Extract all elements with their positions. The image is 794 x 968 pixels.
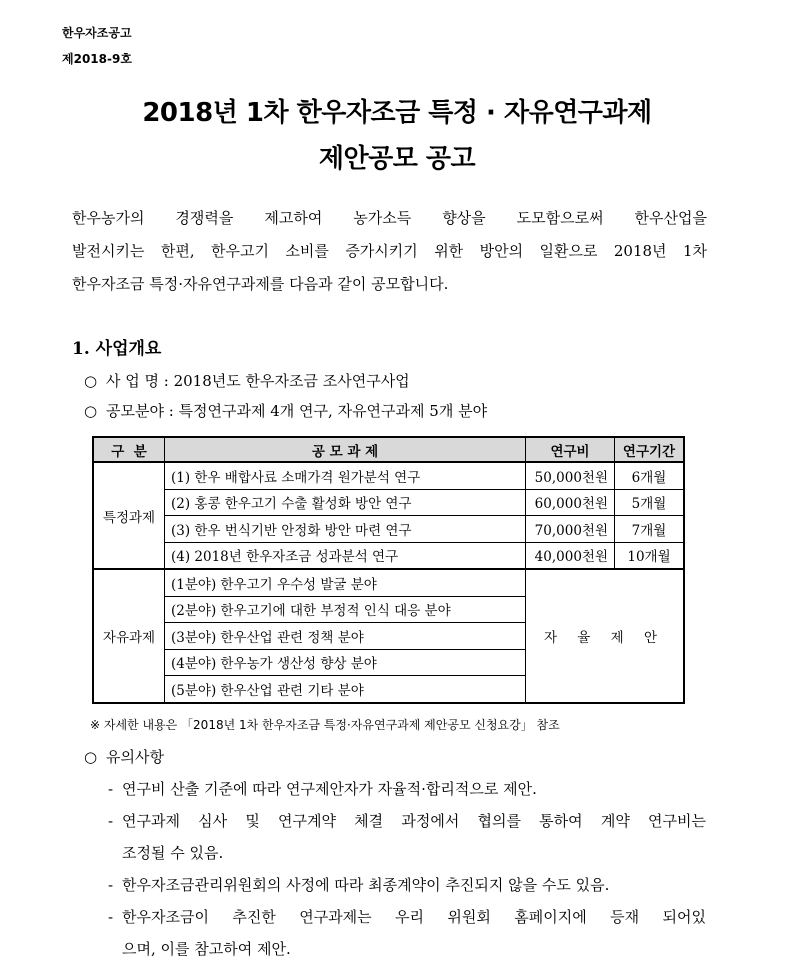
header-category: 구 분 (93, 437, 165, 462)
circle-bullet-icon: ○ (84, 748, 98, 766)
task-cell: (1분야) 한우고기 우수성 발굴 분야 (165, 569, 526, 596)
note-line: 조정될 수 있음. (122, 844, 224, 862)
page-subtitle: 제안공모 공고 (318, 144, 476, 174)
task-cell: (2분야) 한우고기에 대한 부정적 인식 대응 분야 (165, 596, 526, 623)
duration-cell: 7개월 (615, 516, 685, 543)
category-specific: 특정과제 (93, 462, 165, 569)
note-item (108, 901, 706, 965)
dash-bullet-icon: - (108, 876, 114, 894)
notes-heading-text: 유의사항 (106, 748, 164, 766)
bullet-text: 공모분야 : 특정연구과제 4개 연구, 자유연구과제 5개 분야 (106, 402, 488, 420)
task-cell: (3분야) 한우산업 관련 정책 분야 (165, 623, 526, 650)
notice-number: 제2018-9호 (62, 52, 132, 66)
task-cell: (3) 한우 번식기반 안정화 방안 마련 연구 (165, 516, 526, 543)
project-table (92, 436, 685, 704)
bullet-item (84, 400, 487, 421)
duration-cell: 5개월 (615, 489, 685, 516)
task-cell: (5분야) 한우산업 관련 기타 분야 (165, 676, 526, 703)
task-cell: (1) 한우 배합사료 소매가격 원가분석 연구 (165, 462, 526, 489)
table-row (93, 462, 684, 489)
circle-bullet-icon: ○ (84, 402, 98, 420)
intro-line: 한우농가의 경쟁력을 제고하여 농가소득 향상을 도모함으로써 한우산업을 (72, 209, 707, 227)
table-row (93, 569, 684, 596)
table-row (93, 516, 684, 543)
circle-bullet-icon: ○ (84, 372, 98, 390)
intro-paragraph (72, 202, 707, 301)
free-proposal-note: 자 율 제 안 (526, 569, 685, 703)
bullet-text: 사 업 명 : 2018년도 한우자조금 조사연구사업 (106, 372, 410, 390)
intro-line: 한우자조금 특정·자유연구과제를 다음과 같이 공모합니다. (72, 275, 449, 293)
header-cost: 연구비 (526, 437, 615, 462)
category-free: 자유과제 (93, 569, 165, 703)
note-item (108, 869, 706, 901)
note-line: 연구과제 심사 및 연구계약 체결 과정에서 협의를 통하여 계약 연구비는 (122, 812, 706, 830)
note-item (108, 805, 706, 869)
reference-footnote: ※ 자세한 내용은 「2018년 1차 한우자조금 특정·자유연구과제 제안공모 신청요강」 참조 (90, 718, 560, 732)
bullet-item (84, 370, 410, 391)
cost-cell: 40,000천원 (526, 542, 615, 569)
note-item (108, 773, 706, 805)
task-cell: (4) 2018년 한우자조금 성과분석 연구 (165, 542, 526, 569)
task-cell: (4분야) 한우농가 생산성 향상 분야 (165, 649, 526, 676)
section-heading: 1. 사업개요 (72, 339, 162, 359)
duration-cell: 10개월 (615, 542, 685, 569)
notice-org: 한우자조공고 (62, 26, 132, 40)
cost-cell: 60,000천원 (526, 489, 615, 516)
duration-cell: 6개월 (615, 462, 685, 489)
dash-bullet-icon: - (108, 780, 114, 798)
note-line: 한우자조금이 추진한 연구과제는 우리 위원회 홈페이지에 등재 되어있 (122, 908, 706, 926)
notes-heading (84, 746, 164, 767)
header-task: 공 모 과 제 (165, 437, 526, 462)
cost-cell: 50,000천원 (526, 462, 615, 489)
note-line: 한우자조금관리위원회의 사정에 따라 최종계약이 추진되지 않을 수도 있음. (122, 876, 610, 894)
note-line: 으며, 이를 참고하여 제안. (122, 940, 291, 958)
page-title: 2018년 1차 한우자조금 특정 · 자유연구과제 (142, 98, 652, 128)
table-row (93, 489, 684, 516)
table-header-row (93, 437, 684, 462)
header-duration: 연구기간 (615, 437, 685, 462)
intro-line: 발전시키는 한편, 한우고기 소비를 증가시키기 위한 방안의 일환으로 2018년 1차 (72, 242, 707, 260)
dash-bullet-icon: - (108, 812, 114, 830)
table-row (93, 542, 684, 569)
dash-bullet-icon: - (108, 908, 114, 926)
task-cell: (2) 홍콩 한우고기 수출 활성화 방안 연구 (165, 489, 526, 516)
note-line: 연구비 산출 기준에 따라 연구제안자가 자율적·합리적으로 제안. (122, 780, 537, 798)
cost-cell: 70,000천원 (526, 516, 615, 543)
